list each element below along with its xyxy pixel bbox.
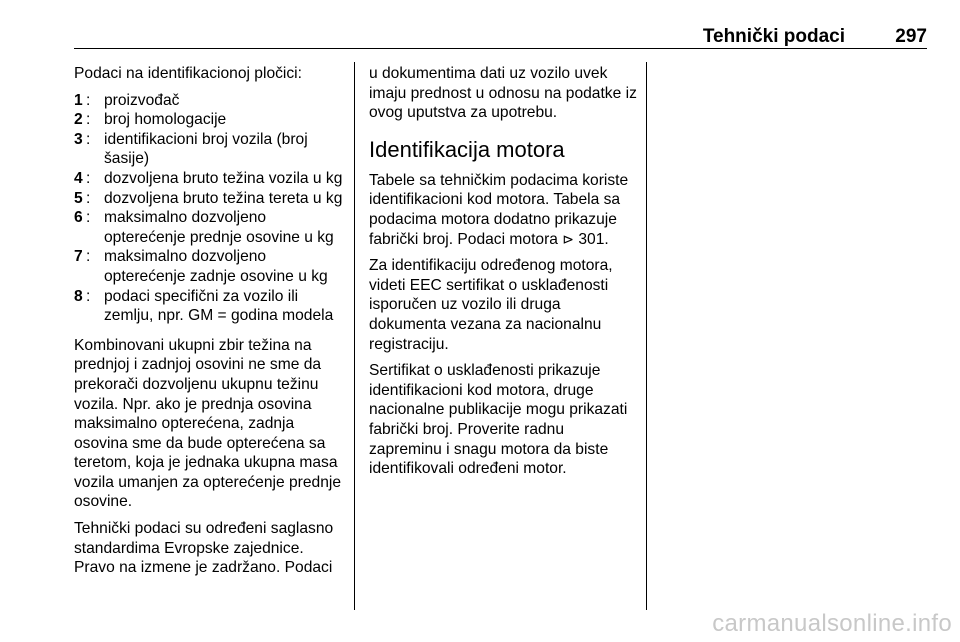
page-number: 297 — [895, 26, 927, 47]
list-item-text: dozvoljena bruto težina vozila u kg — [104, 169, 343, 187]
standards-paragraph: Tehnički podaci su određeni saglasno standardima Evropske zajednice. Pravo na izmene je zadržano. Podaci — [74, 520, 334, 577]
list-item: 5 : dozvoljena bruto težina tereta u kg — [74, 189, 346, 209]
list-item-number: 3 — [74, 130, 83, 148]
list-item-number: 8 — [74, 287, 83, 305]
list-item-text: dozvoljena bruto težina tereta u kg — [104, 189, 343, 207]
list-item-number: 6 — [74, 209, 83, 227]
list-item-number: 1 — [74, 91, 83, 109]
list-item-number: 2 — [74, 111, 83, 129]
list-item-text: maksimalno dozvoljeno opterećenje prednje osovine u kg — [104, 209, 334, 246]
watermark: carmanualsonline.info — [712, 610, 952, 637]
list-item: 4 : dozvoljena bruto težina vozila u kg — [74, 169, 346, 189]
list-item-number: 7 — [74, 248, 83, 266]
list-item: 3 : identifikacioni broj vozila (broj šasije) — [74, 130, 346, 169]
page-header — [74, 18, 927, 49]
list-item: 2 : broj homologacije — [74, 110, 346, 130]
column-divider-right — [646, 62, 647, 610]
list-item-number: 5 — [74, 189, 83, 207]
plate-intro: Podaci na identifikacionoj pločici: — [74, 65, 302, 82]
page-reference-icon: ⊳ — [562, 230, 575, 247]
page-reference-link[interactable]: 301. — [578, 230, 609, 248]
engine-tables-text: Tabele sa tehničkim podacima koriste identifikacioni kod motora. Tabela sa podacima motora dodatno prikazuje fabrički broj. Podaci motora — [369, 171, 629, 248]
list-item-text: proizvođač — [104, 91, 180, 109]
plate-list — [74, 91, 346, 326]
list-item: 6 : maksimalno dozvoljeno opterećenje prednje osovine u kg — [74, 208, 346, 247]
list-item: 1 : proizvođač — [74, 91, 346, 111]
continuation-paragraph: u dokumentima dati uz vozilo uvek imaju prednost u odnosu na podatke iz ovog uputstva za upotrebu. — [369, 65, 637, 122]
header-title: Tehnički podaci — [702, 26, 845, 47]
list-item-text: broj homologacije — [104, 111, 227, 129]
list-item-text: podaci specifični za vozilo ili zemlju, npr. GM = godina modela — [104, 287, 334, 325]
list-item: 8 : podaci specifični za vozilo ili zemlju, npr. GM = godina modela — [74, 287, 346, 326]
list-item-text: maksimalno dozvoljeno opterećenje zadnje osovine u kg — [104, 248, 328, 285]
column-middle — [369, 64, 637, 486]
list-item-number: 4 — [74, 169, 83, 187]
engine-tables-paragraph — [369, 171, 637, 249]
section-heading: Identifikacija motora — [369, 136, 565, 162]
column-divider-left — [354, 62, 355, 610]
certificate-code-paragraph: Sertifikat o usklađenosti prikazuje identifikacioni kod motora, druge nacionalne publikacije mogu prikazati fabrički broj. Proverite radnu zapreminu i snagu motora da biste identifikovali određeni motor. — [369, 362, 628, 478]
list-item: 7 : maksimalno dozvoljeno opterećenje zadnje osovine u kg — [74, 247, 346, 286]
column-left — [74, 64, 346, 585]
list-item-text: identifikacioni broj vozila (broj šasije) — [104, 130, 308, 168]
axle-weight-paragraph: Kombinovani ukupni zbir težina na prednjoj i zadnjoj osovini ne sme da prekorači dozvoljenu ukupnu težinu vozila. Npr. ako je prednja osovina maksimalno opterećena, zadnja osovina sme da bude opterećena sa teretom, koja je jednaka ukupna masa vozila umanjen za opterećenje prednje osovine. — [74, 336, 341, 511]
eec-certificate-paragraph: Za identifikaciju određenog motora, videti EEC sertifikat o usklađenosti isporučen uz vozilo ili druga dokumenta vezana za nacionalnu registraciju. — [369, 257, 613, 353]
